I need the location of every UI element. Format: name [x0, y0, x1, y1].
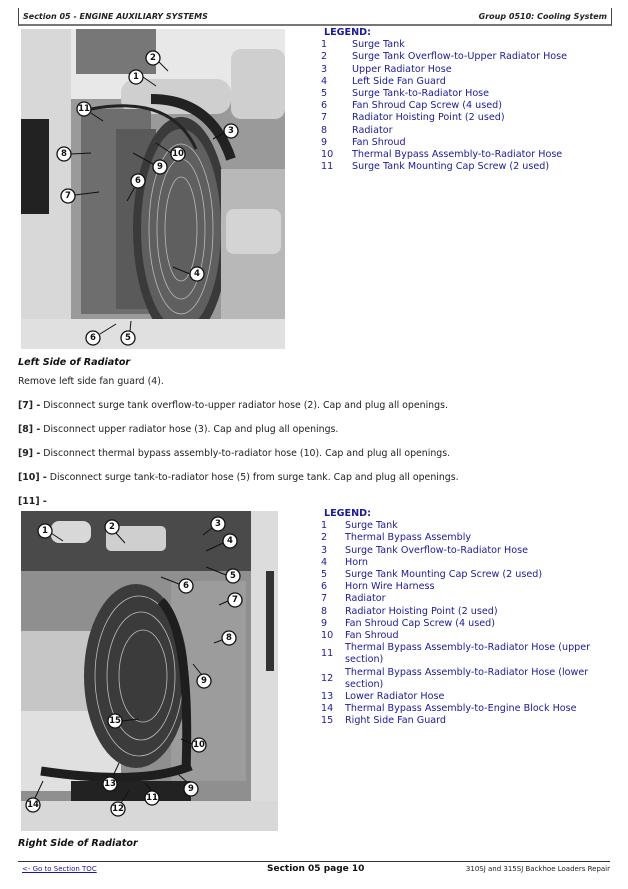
legend-title: LEGEND:: [324, 27, 371, 38]
svg-text:4: 4: [227, 536, 233, 546]
callout-8: [57, 147, 91, 161]
callouts-layer: [21, 511, 278, 831]
callout-13: [103, 763, 119, 791]
callout-12: [111, 791, 129, 816]
callout-7: [219, 593, 242, 607]
svg-text:6: 6: [135, 176, 141, 186]
svg-text:8: 8: [61, 149, 67, 159]
callout-8: [214, 631, 236, 645]
section-title: Section 05 - ENGINE AUXILIARY SYSTEMS: [23, 12, 208, 21]
figure-caption-right-side: Right Side of Radiator: [18, 838, 138, 849]
callout-5: [206, 567, 240, 583]
svg-text:5: 5: [125, 333, 131, 343]
callout-3: [203, 517, 225, 535]
step-7: [18, 400, 448, 411]
callout-6: [161, 577, 193, 593]
intro-instruction: Remove left side fan guard (4).: [18, 376, 164, 387]
svg-text:5: 5: [230, 571, 236, 581]
step-text: Disconnect surge tank-to-radiator hose (5) from surge tank. Cap and plug all openings.: [46, 472, 459, 483]
step-number: [10] -: [18, 472, 47, 483]
legend-item: 5 Surge Tank Mounting Cap Screw (2 used): [321, 569, 543, 581]
legend-item: 14 Thermal Bypass Assembly-to-Engine Block Hose: [321, 703, 577, 715]
figure-caption-left-side: Left Side of Radiator: [18, 357, 131, 368]
legend-item: 11 Surge Tank Mounting Cap Screw (2 used): [321, 161, 550, 173]
legend-right-side: [321, 508, 595, 728]
svg-text:13: 13: [104, 779, 116, 789]
legend-item: 4 Left Side Fan Guard: [321, 75, 446, 87]
legend-item: 1 Surge Tank: [321, 39, 405, 51]
legend-item: 8 Radiator Hoisting Point (2 used): [321, 605, 498, 617]
callout-3: [213, 124, 238, 139]
left-side-radiator-photo: [21, 29, 285, 349]
svg-text:6: 6: [183, 581, 189, 591]
legend-item: 9 Fan Shroud Cap Screw (4 used): [321, 617, 495, 629]
step-number: [8] -: [18, 424, 41, 435]
step-text: Disconnect surge tank overflow-to-upper radiator hose (2). Cap and plug all openings.: [40, 400, 448, 411]
svg-text:8: 8: [226, 633, 232, 643]
svg-text:10: 10: [193, 740, 205, 750]
svg-text:14: 14: [27, 800, 39, 810]
legend-left-side: [321, 27, 567, 173]
svg-text:15: 15: [109, 716, 121, 726]
callout-5: [121, 321, 135, 345]
svg-text:11: 11: [78, 104, 90, 114]
callout-4: [206, 534, 237, 551]
svg-text:2: 2: [109, 522, 115, 532]
callout-4: [173, 267, 204, 281]
legend-item: 1 Surge Tank: [321, 520, 398, 532]
callouts-layer: [21, 29, 285, 349]
callout-1: [129, 70, 156, 86]
legend-item: 10 Fan Shroud: [321, 630, 399, 642]
svg-text:11: 11: [146, 793, 158, 803]
svg-text:10: 10: [172, 149, 184, 159]
callout-9-upper: [193, 664, 211, 688]
step-number: [9] -: [18, 448, 41, 459]
legend-item: 8 Radiator: [321, 124, 393, 136]
legend-item: 6 Fan Shroud Cap Screw (4 used): [321, 100, 502, 112]
manual-title: 310SJ and 315SJ Backhoe Loaders Repair: [465, 865, 610, 873]
page-header: [18, 8, 612, 26]
legend-item: 10 Thermal Bypass Assembly-to-Radiator Hose: [321, 149, 563, 161]
svg-text:9: 9: [188, 784, 194, 794]
svg-text:12: 12: [112, 804, 124, 814]
svg-text:7: 7: [65, 191, 71, 201]
callout-10: [181, 738, 206, 752]
legend-item: 3 Surge Tank Overflow-to-Radiator Hose: [321, 544, 528, 556]
legend-item: 2 Thermal Bypass Assembly: [321, 532, 472, 544]
legend-item: 13 Lower Radiator Hose: [321, 691, 445, 703]
legend-item: 3 Upper Radiator Hose: [321, 63, 452, 75]
step-text: Disconnect upper radiator hose (3). Cap and plug all openings.: [40, 424, 339, 435]
legend-item: 11 Thermal Bypass Assembly-to-Radiator Hose (upper section): [321, 642, 591, 666]
svg-text:1: 1: [133, 72, 139, 82]
legend-item: 4 Horn: [321, 556, 368, 568]
step-9: [18, 448, 450, 459]
callout-7: [61, 189, 99, 203]
svg-text:9: 9: [201, 676, 207, 686]
step-number: [7] -: [18, 400, 41, 411]
svg-text:6: 6: [90, 333, 96, 343]
legend-item: 2 Surge Tank Overflow-to-Upper Radiator Hose: [321, 51, 568, 63]
svg-text:4: 4: [194, 269, 200, 279]
step-number: [11] -: [18, 496, 47, 507]
callout-15: [108, 714, 139, 728]
group-title: Group 0510: Cooling System: [478, 12, 607, 21]
callout-11: [145, 783, 159, 805]
legend-title: LEGEND:: [324, 508, 371, 519]
callout-2: [105, 520, 125, 543]
callout-9-lower: [179, 775, 198, 796]
right-side-radiator-photo: [21, 511, 278, 831]
page-number: Section 05 page 10: [267, 864, 365, 874]
legend-item: 7 Radiator Hoisting Point (2 used): [321, 112, 505, 124]
callout-11: [77, 102, 103, 121]
svg-text:3: 3: [215, 519, 221, 529]
step-8: [18, 424, 338, 435]
step-11: [18, 496, 47, 507]
svg-text:7: 7: [232, 595, 238, 605]
legend-item: 5 Surge Tank-to-Radiator Hose: [321, 88, 490, 100]
callout-9: [133, 153, 167, 174]
svg-text:1: 1: [42, 526, 48, 536]
go-to-section-toc-link[interactable]: <- Go to Section TOC: [22, 865, 97, 873]
svg-text:3: 3: [228, 126, 234, 136]
legend-item: 12 Thermal Bypass Assembly-to-Radiator Hose (lower section): [321, 666, 589, 690]
callout-14: [26, 781, 43, 812]
callout-1: [38, 524, 63, 541]
callout-10: [156, 143, 185, 161]
legend-item: 7 Radiator: [321, 593, 386, 605]
footer-divider: [18, 861, 610, 862]
callout-2: [146, 51, 168, 71]
svg-text:2: 2: [150, 53, 156, 63]
legend-item: 6 Horn Wire Harness: [321, 581, 435, 593]
step-text: Disconnect thermal bypass assembly-to-radiator hose (10). Cap and plug all openings.: [40, 448, 451, 459]
callout-6-upper: [127, 174, 145, 201]
legend-item: 15 Right Side Fan Guard: [321, 715, 447, 727]
step-10: [18, 472, 459, 483]
svg-text:9: 9: [157, 162, 163, 172]
legend-item: 9 Fan Shroud: [321, 136, 406, 148]
callout-6-lower: [86, 324, 116, 345]
